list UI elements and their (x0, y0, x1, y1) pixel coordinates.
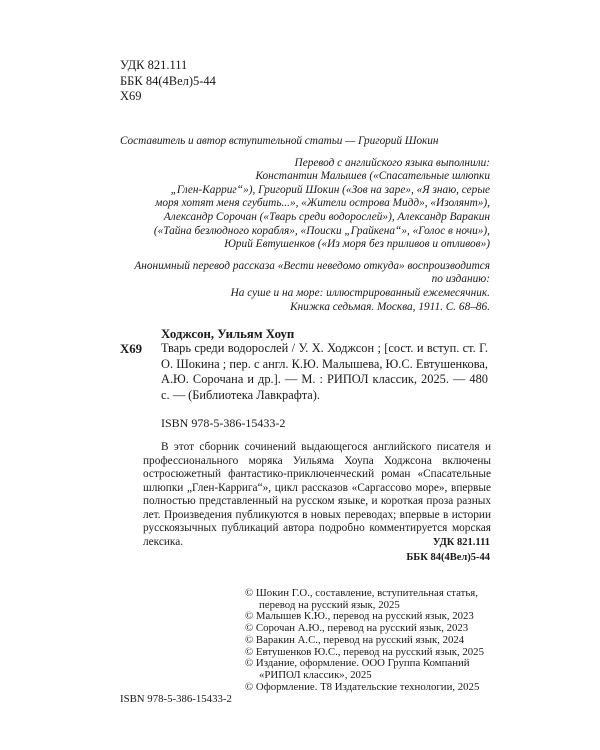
bibliographic-description: Тварь среди водорослей / У. Х. Ходжсон ; [сост. и вступ. ст. Г. О. Шокина ; пер. с англ. К.Ю. Малышева, Ю.С. Евтушенкова, А.Ю. Сорочана и др.]. — М. : РИПОЛ классик, 2025. — 480 с. — (Библиотека Лавкрафта). (161, 341, 488, 402)
copyright-item (245, 658, 505, 681)
translator-line: „Глен-Карриг“»), Григорий Шокин («Зов на заре», «Я знаю, серые (170, 183, 490, 196)
translator-line: («Тайна безлюдного корабля», «Поиски „Грайкена“», «Голос в ночи»), (153, 224, 490, 237)
copyright-line: © Малышев К.Ю., перевод на русский язык, 2023 (245, 610, 474, 623)
anonymous-translation-note: по изданию: (431, 273, 490, 286)
translator-line: моря хотят меня сгубить...», «Жители острова Мидд», «Изолянт»), (155, 197, 490, 210)
translator-line: Юрий Евтушенков («Из моря без приливов и отливов») (224, 238, 490, 251)
copyright-item (245, 682, 505, 694)
copyright-line: перевод на русский язык, 2025 (259, 598, 400, 611)
classification-footer (406, 536, 490, 565)
catalog-code: Х69 (120, 342, 143, 356)
copyright-line: © Сорочан А.Ю., перевод на русский язык, 2023 (245, 622, 469, 635)
catalog-isbn: ISBN 978-5-386-15433-2 (161, 416, 286, 430)
copyright-line: © Оформление. Т8 Издательские технологии, 2025 (245, 680, 480, 693)
source-publication: На суше и на море: иллюстрированный ежемесячник. (230, 286, 490, 299)
credits-section (120, 135, 490, 314)
anonymous-translation-note: Анонимный перевод рассказа «Вести неведомо откуда» воспроизводится (134, 259, 490, 272)
book-annotation: В этот сборник сочинений выдающегося английского писателя и профессионального моряка Уильяма Хоупа Ходжсона включены остросюжетный фантастико-приключенческий роман «Спасательные шлюпки „Глен-Каррига“», цикл рассказов «Саргассово море», впервые полностью представленный на русском языке, и короткая проза разных лет. Произведения публикуются в новых переводах; впервые в истории русскоязычных публикаций автора подробно комментируется морская лексика. (143, 441, 491, 548)
translator-line: Константин Малышев («Спасательные шлюпки (255, 170, 490, 183)
udk-code: УДК 821.111 (120, 58, 188, 72)
isbn-footer: ISBN 978-5-386-15433-2 (120, 693, 232, 705)
author-sign: Х69 (120, 89, 142, 103)
catalog-author: Ходжсон, Уильям Хоуп (161, 327, 295, 341)
classification-header (120, 58, 216, 105)
copyright-line: «РИПОЛ классик», 2025 (259, 668, 372, 681)
bbk-code: ББК 84(4Вел)5-44 (406, 551, 490, 563)
compiler-credit: Составитель и автор вступительной статьи — Григорий Шокин (120, 135, 439, 147)
copyright-line: © Шокин Г.О., составление, вступительная статья, (245, 587, 478, 599)
copyright-line: © Евтушенков Ю.С., перевод на русский язык, 2025 (245, 645, 484, 658)
copyright-list (245, 588, 505, 693)
bbk-code: ББК 84(4Вел)5-44 (120, 73, 216, 88)
translator-line: Александр Сорочан («Тварь среди водорослей»), Александр Варакин (163, 210, 490, 223)
copyright-item (245, 588, 505, 611)
source-publication: Книжка седьмая. Москва, 1911. С. 68–86. (290, 300, 490, 313)
udk-code: УДК 821.111 (432, 537, 490, 548)
copyright-line: © Варакин А.С., перевод на русский язык, 2024 (245, 633, 465, 646)
translation-heading: Перевод с английского языка выполнили: (294, 156, 490, 169)
copyright-line: © Издание, оформление. ООО Группа Компаний (245, 657, 470, 670)
